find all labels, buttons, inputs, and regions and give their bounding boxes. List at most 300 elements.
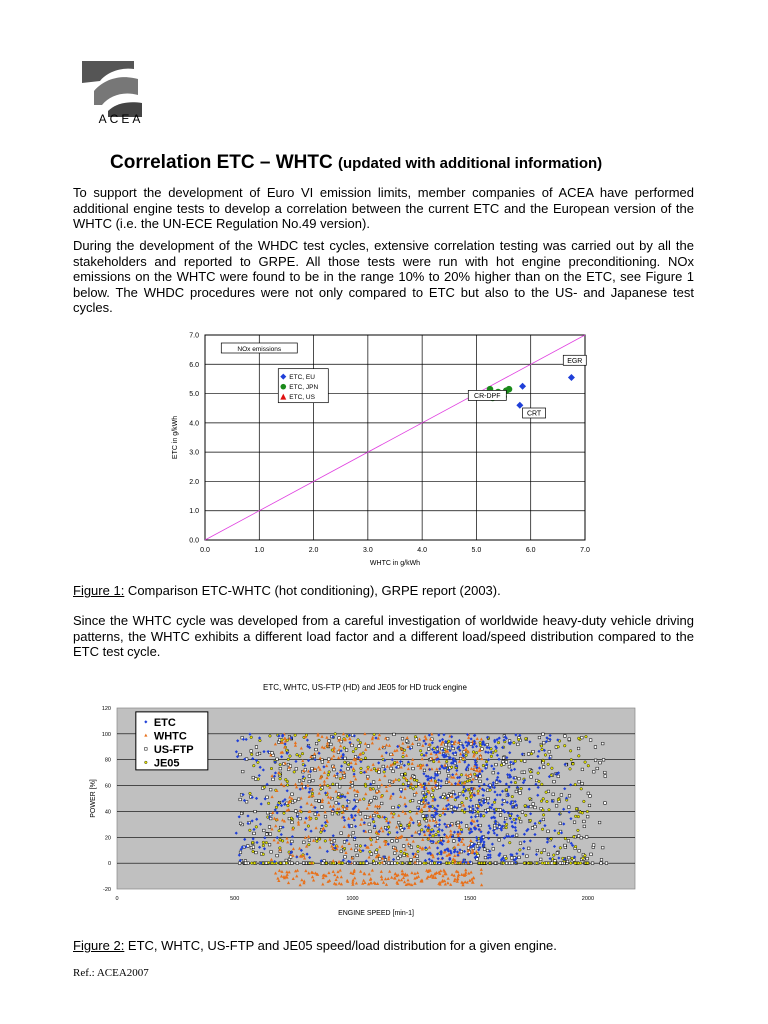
us-ftp-point — [337, 751, 340, 754]
je05-point — [583, 800, 586, 803]
je05-point — [257, 778, 260, 781]
y-tick-label: 100 — [101, 731, 111, 738]
je05-point — [544, 754, 547, 757]
je05-point — [394, 761, 397, 764]
je05-point — [450, 766, 453, 769]
us-ftp-point — [532, 803, 535, 806]
us-ftp-point — [423, 769, 426, 772]
us-ftp-point — [504, 817, 507, 820]
y-tick-label: -20 — [103, 887, 111, 893]
je05-point — [497, 741, 500, 744]
je05-point — [574, 862, 577, 865]
je05-point — [445, 760, 448, 763]
je05-point — [249, 829, 252, 832]
je05-point — [461, 809, 464, 812]
je05-point — [579, 862, 582, 865]
je05-point — [469, 792, 472, 795]
us-ftp-point — [458, 793, 461, 796]
je05-point — [359, 845, 362, 848]
je05-point — [404, 772, 407, 775]
us-ftp-point — [602, 758, 605, 761]
y-tick-label: 3.0 — [189, 449, 199, 457]
je05-point — [546, 800, 549, 803]
annotation-label: CRT — [526, 410, 542, 418]
us-ftp-point — [599, 761, 602, 764]
je05-point — [250, 862, 253, 865]
us-ftp-point — [542, 741, 545, 744]
us-ftp-point — [515, 790, 518, 793]
je05-point — [281, 840, 284, 843]
us-ftp-point — [564, 844, 567, 847]
us-ftp-point — [459, 742, 462, 745]
us-ftp-point — [268, 843, 271, 846]
us-ftp-point — [340, 832, 343, 835]
je05-point — [283, 812, 286, 815]
je05-point — [251, 841, 254, 844]
paragraph-intro: To support the development of Euro VI emission limits, member companies of ACEA have performed additional engine tests to develop a correlation between the current ETC and the European version of the WHTC (i.e. the UN-ECE Regulation No.49 version). — [73, 185, 694, 231]
je05-point — [286, 739, 289, 742]
us-ftp-point — [397, 857, 400, 860]
annotation-label: CR-DPF — [474, 392, 501, 400]
paragraph-development: During the development of the WHDC test cycles, extensive correlation testing was carried out by all the stakeholders and reported to GRPE. All those tests were run with hot engine preconditioning. NOx emissions on the WHTC were found to be in the range 10% to 20% higher than on the ETC, see Figure 1 below. The WHDC procedures were not only compared to ETC but also to the US- and Japanese test cycles. — [73, 238, 694, 315]
us-ftp-point — [578, 850, 581, 853]
us-ftp-point — [566, 860, 569, 863]
us-ftp-point — [268, 826, 271, 829]
je05-point — [500, 764, 503, 767]
je05-point — [432, 760, 435, 763]
us-ftp-point — [308, 775, 311, 778]
je05-point — [468, 779, 471, 782]
je05-point — [400, 850, 403, 853]
je05-point — [419, 749, 422, 752]
us-ftp-point — [254, 778, 257, 781]
us-ftp-point — [534, 806, 537, 809]
je05-point — [362, 862, 365, 865]
us-ftp-point — [580, 836, 583, 839]
us-ftp-point — [481, 748, 484, 751]
je05-point — [542, 814, 545, 817]
us-ftp-point — [568, 794, 571, 797]
legend-marker-etc-jpn — [280, 384, 286, 390]
je05-point — [279, 838, 282, 841]
je05-point — [285, 862, 288, 865]
je05-point — [320, 788, 323, 791]
us-ftp-point — [567, 856, 570, 859]
je05-point — [460, 828, 463, 831]
je05-point — [587, 764, 590, 767]
logo-text: ACEA — [98, 112, 144, 126]
x-tick-label: 0.0 — [200, 547, 210, 554]
legend-marker-us-ftp — [145, 748, 148, 751]
us-ftp-point — [498, 839, 501, 842]
figure-1-chart — [165, 327, 605, 572]
je05-point — [253, 862, 256, 865]
us-ftp-point — [495, 763, 498, 766]
us-ftp-point — [321, 862, 324, 865]
us-ftp-point — [588, 804, 591, 807]
je05-point — [569, 750, 572, 753]
us-ftp-point — [483, 848, 486, 851]
us-ftp-point — [387, 862, 390, 865]
je05-point — [574, 845, 577, 848]
je05-point — [514, 781, 517, 784]
us-ftp-point — [452, 791, 455, 794]
us-ftp-point — [327, 758, 330, 761]
je05-point — [311, 792, 314, 795]
je05-point — [301, 752, 304, 755]
us-ftp-point — [568, 738, 571, 741]
us-ftp-point — [336, 783, 339, 786]
x-tick-label: 4.0 — [417, 547, 428, 554]
us-ftp-point — [238, 862, 241, 865]
us-ftp-point — [457, 821, 460, 824]
je05-point — [347, 763, 350, 766]
us-ftp-point — [407, 782, 410, 785]
us-ftp-point — [311, 767, 314, 770]
us-ftp-point — [266, 796, 269, 799]
us-ftp-point — [578, 780, 581, 783]
je05-point — [336, 812, 339, 815]
us-ftp-point — [605, 862, 608, 865]
je05-point — [569, 862, 572, 865]
je05-point — [577, 829, 580, 832]
us-ftp-point — [315, 799, 318, 802]
us-ftp-point — [527, 847, 530, 850]
je05-point — [343, 747, 346, 750]
us-ftp-point — [400, 788, 403, 791]
us-ftp-point — [401, 773, 404, 776]
x-tick-label: 500 — [230, 896, 240, 902]
us-ftp-point — [279, 767, 282, 770]
je05-point — [316, 840, 319, 843]
us-ftp-point — [510, 857, 513, 860]
je05-point — [524, 814, 527, 817]
us-ftp-point — [366, 862, 369, 865]
us-ftp-point — [523, 771, 526, 774]
us-ftp-point — [351, 784, 354, 787]
je05-point — [490, 755, 493, 758]
us-ftp-point — [560, 794, 563, 797]
je05-point — [571, 857, 574, 860]
je05-point — [326, 784, 329, 787]
figure-2-label: Figure 2: — [73, 938, 125, 953]
us-ftp-point — [591, 862, 594, 865]
us-ftp-point — [536, 849, 539, 852]
us-ftp-point — [303, 841, 306, 844]
je05-point — [412, 788, 415, 791]
legend-label: US-FTP — [153, 743, 194, 756]
je05-point — [517, 738, 520, 741]
chart-title: NOx emissions — [237, 346, 282, 353]
us-ftp-point — [494, 862, 497, 865]
us-ftp-point — [484, 856, 487, 859]
je05-point — [542, 809, 545, 812]
us-ftp-point — [313, 755, 316, 758]
us-ftp-point — [331, 812, 334, 815]
je05-point — [262, 844, 265, 847]
paragraph-whtc: Since the WHTC cycle was developed from a careful investigation of worldwide heavy-duty vehicle driving patterns, the WHTC exhibits a different load factor and a different load/speed distribution compared to the ETC test cycle. — [73, 613, 694, 659]
us-ftp-point — [543, 849, 546, 852]
je05-point — [482, 815, 485, 818]
us-ftp-point — [330, 743, 333, 746]
us-ftp-point — [255, 851, 258, 854]
us-ftp-point — [564, 735, 567, 738]
je05-point — [461, 801, 464, 804]
je05-point — [377, 815, 380, 818]
je05-point — [572, 763, 575, 766]
us-ftp-point — [459, 757, 462, 760]
us-ftp-point — [587, 792, 590, 795]
je05-point — [586, 810, 589, 813]
je05-point — [287, 804, 290, 807]
je05-point — [573, 835, 576, 838]
je05-point — [577, 737, 580, 740]
us-ftp-point — [328, 740, 331, 743]
je05-point — [270, 767, 273, 770]
je05-point — [547, 763, 550, 766]
y-tick-label: 7.0 — [189, 332, 199, 340]
y-tick-label: 0 — [107, 861, 111, 868]
y-tick-label: 0.0 — [189, 537, 199, 545]
us-ftp-point — [297, 798, 300, 801]
je05-point — [372, 820, 375, 823]
je05-point — [262, 841, 265, 844]
us-ftp-point — [270, 851, 273, 854]
us-ftp-point — [324, 815, 327, 818]
je05-point — [341, 862, 344, 865]
je05-point — [372, 860, 375, 863]
je05-point — [308, 843, 311, 846]
us-ftp-point — [556, 852, 559, 855]
us-ftp-point — [594, 746, 597, 749]
us-ftp-point — [308, 839, 311, 842]
je05-point — [559, 847, 562, 850]
figure-2-text: ETC, WHTC, US-FTP and JE05 speed/load distribution for a given engine. — [124, 938, 557, 953]
us-ftp-point — [345, 749, 348, 752]
je05-point — [432, 835, 435, 838]
us-ftp-point — [583, 820, 586, 823]
je05-point — [540, 745, 543, 748]
us-ftp-point — [291, 793, 294, 796]
us-ftp-point — [585, 836, 588, 839]
us-ftp-point — [353, 862, 356, 865]
je05-point — [432, 789, 435, 792]
us-ftp-point — [604, 771, 607, 774]
us-ftp-point — [534, 825, 537, 828]
je05-point — [286, 784, 289, 787]
us-ftp-point — [368, 823, 371, 826]
je05-point — [373, 733, 376, 736]
x-axis-label: ENGINE SPEED [min-1] — [338, 910, 414, 917]
je05-point — [287, 758, 290, 761]
figure-2-chart — [85, 678, 645, 918]
us-ftp-point — [321, 761, 324, 764]
je05-point — [275, 806, 278, 809]
je05-point — [401, 862, 404, 865]
us-ftp-point — [291, 840, 294, 843]
us-ftp-point — [486, 789, 489, 792]
je05-point — [409, 800, 412, 803]
x-tick-label: 1500 — [464, 896, 477, 902]
us-ftp-point — [358, 745, 361, 748]
us-ftp-point — [518, 856, 521, 859]
je05-point — [359, 741, 362, 744]
je05-point — [563, 744, 566, 747]
us-ftp-point — [391, 840, 394, 843]
x-tick-label: 6.0 — [525, 547, 536, 554]
je05-point — [378, 862, 381, 865]
je05-point — [511, 795, 514, 798]
je05-point — [432, 796, 435, 799]
us-ftp-point — [586, 815, 589, 818]
je05-point — [278, 829, 281, 832]
us-ftp-point — [294, 799, 297, 802]
je05-point — [485, 760, 488, 763]
title-main: Correlation ETC – WHTC — [110, 152, 333, 173]
us-ftp-point — [291, 862, 294, 865]
je05-point — [536, 862, 539, 865]
us-ftp-point — [392, 770, 395, 773]
us-ftp-point — [518, 777, 521, 780]
je05-point — [584, 854, 587, 857]
us-ftp-point — [557, 775, 560, 778]
us-ftp-point — [583, 825, 586, 828]
je05-point — [417, 850, 420, 853]
us-ftp-point — [244, 862, 247, 865]
je05-point — [325, 862, 328, 865]
us-ftp-point — [577, 835, 580, 838]
us-ftp-point — [539, 858, 542, 861]
je05-point — [281, 739, 284, 742]
je05-point — [557, 798, 560, 801]
us-ftp-point — [487, 809, 490, 812]
je05-point — [586, 862, 589, 865]
je05-point — [448, 862, 451, 865]
legend-label: JE05 — [153, 757, 180, 770]
je05-point — [460, 774, 463, 777]
us-ftp-point — [542, 733, 545, 736]
us-ftp-point — [596, 767, 599, 770]
je05-point — [263, 786, 266, 789]
legend-label: ETC — [153, 716, 176, 729]
us-ftp-point — [271, 752, 274, 755]
figure-1-caption — [73, 583, 501, 598]
je05-point — [581, 812, 584, 815]
us-ftp-point — [239, 798, 242, 801]
us-ftp-point — [413, 776, 416, 779]
us-ftp-point — [531, 827, 534, 830]
je05-point — [575, 807, 578, 810]
us-ftp-point — [240, 812, 243, 815]
je05-point — [332, 783, 335, 786]
us-ftp-point — [581, 782, 584, 785]
je05-point — [448, 740, 451, 743]
je05-point — [574, 783, 577, 786]
us-ftp-point — [253, 832, 256, 835]
je05-point — [364, 757, 367, 760]
je05-point — [327, 774, 330, 777]
us-ftp-point — [521, 811, 524, 814]
us-ftp-point — [315, 742, 318, 745]
us-ftp-point — [598, 821, 601, 824]
je05-point — [255, 826, 258, 829]
je05-point — [398, 779, 401, 782]
je05-point — [285, 749, 288, 752]
je05-point — [582, 857, 585, 860]
us-ftp-point — [372, 781, 375, 784]
figure-1-label: Figure 1: — [73, 583, 125, 598]
je05-point — [403, 749, 406, 752]
je05-point — [262, 853, 265, 856]
us-ftp-point — [530, 776, 533, 779]
x-tick-label: 3.0 — [362, 547, 373, 554]
page-title — [110, 152, 602, 174]
us-ftp-point — [373, 796, 376, 799]
us-ftp-point — [567, 839, 570, 842]
us-ftp-point — [492, 848, 495, 851]
je05-point — [553, 862, 556, 865]
us-ftp-point — [604, 802, 607, 805]
je05-point — [541, 828, 544, 831]
us-ftp-point — [581, 768, 584, 771]
je05-point — [551, 767, 554, 770]
us-ftp-point — [312, 779, 315, 782]
us-ftp-point — [239, 753, 242, 756]
y-tick-label: 60 — [104, 783, 111, 790]
us-ftp-point — [370, 799, 373, 802]
us-ftp-point — [417, 743, 420, 746]
us-ftp-point — [367, 745, 370, 748]
y-tick-label: 20 — [104, 835, 111, 842]
je05-point — [284, 778, 287, 781]
us-ftp-point — [453, 840, 456, 843]
je05-point — [414, 735, 417, 738]
us-ftp-point — [600, 862, 603, 865]
us-ftp-point — [438, 771, 441, 774]
je05-point — [416, 779, 419, 782]
us-ftp-point — [600, 858, 603, 861]
je05-point — [298, 755, 301, 758]
je05-point — [289, 755, 292, 758]
je05-point — [344, 761, 347, 764]
us-ftp-point — [445, 743, 448, 746]
us-ftp-point — [479, 780, 482, 783]
title-sub: (updated with additional information) — [338, 155, 603, 172]
reference: Ref.: ACEA2007 — [73, 967, 149, 979]
us-ftp-point — [547, 830, 550, 833]
je05-point — [328, 771, 331, 774]
us-ftp-point — [380, 802, 383, 805]
je05-point — [528, 797, 531, 800]
je05-point — [249, 792, 252, 795]
y-tick-label: 40 — [104, 809, 111, 816]
us-ftp-point — [272, 778, 275, 781]
y-tick-label: 6.0 — [189, 361, 199, 369]
us-ftp-point — [314, 813, 317, 816]
us-ftp-point — [517, 743, 520, 746]
je05-point — [369, 851, 372, 854]
us-ftp-point — [422, 815, 425, 818]
us-ftp-point — [397, 821, 400, 824]
us-ftp-point — [499, 814, 502, 817]
us-ftp-point — [269, 833, 272, 836]
legend-label: WHTC — [153, 730, 187, 743]
je05-point — [540, 800, 543, 803]
us-ftp-point — [393, 852, 396, 855]
je05-point — [357, 739, 360, 742]
figure-1-text: Comparison ETC-WHTC (hot conditioning), GRPE report (2003). — [124, 583, 501, 598]
us-ftp-point — [356, 800, 359, 803]
